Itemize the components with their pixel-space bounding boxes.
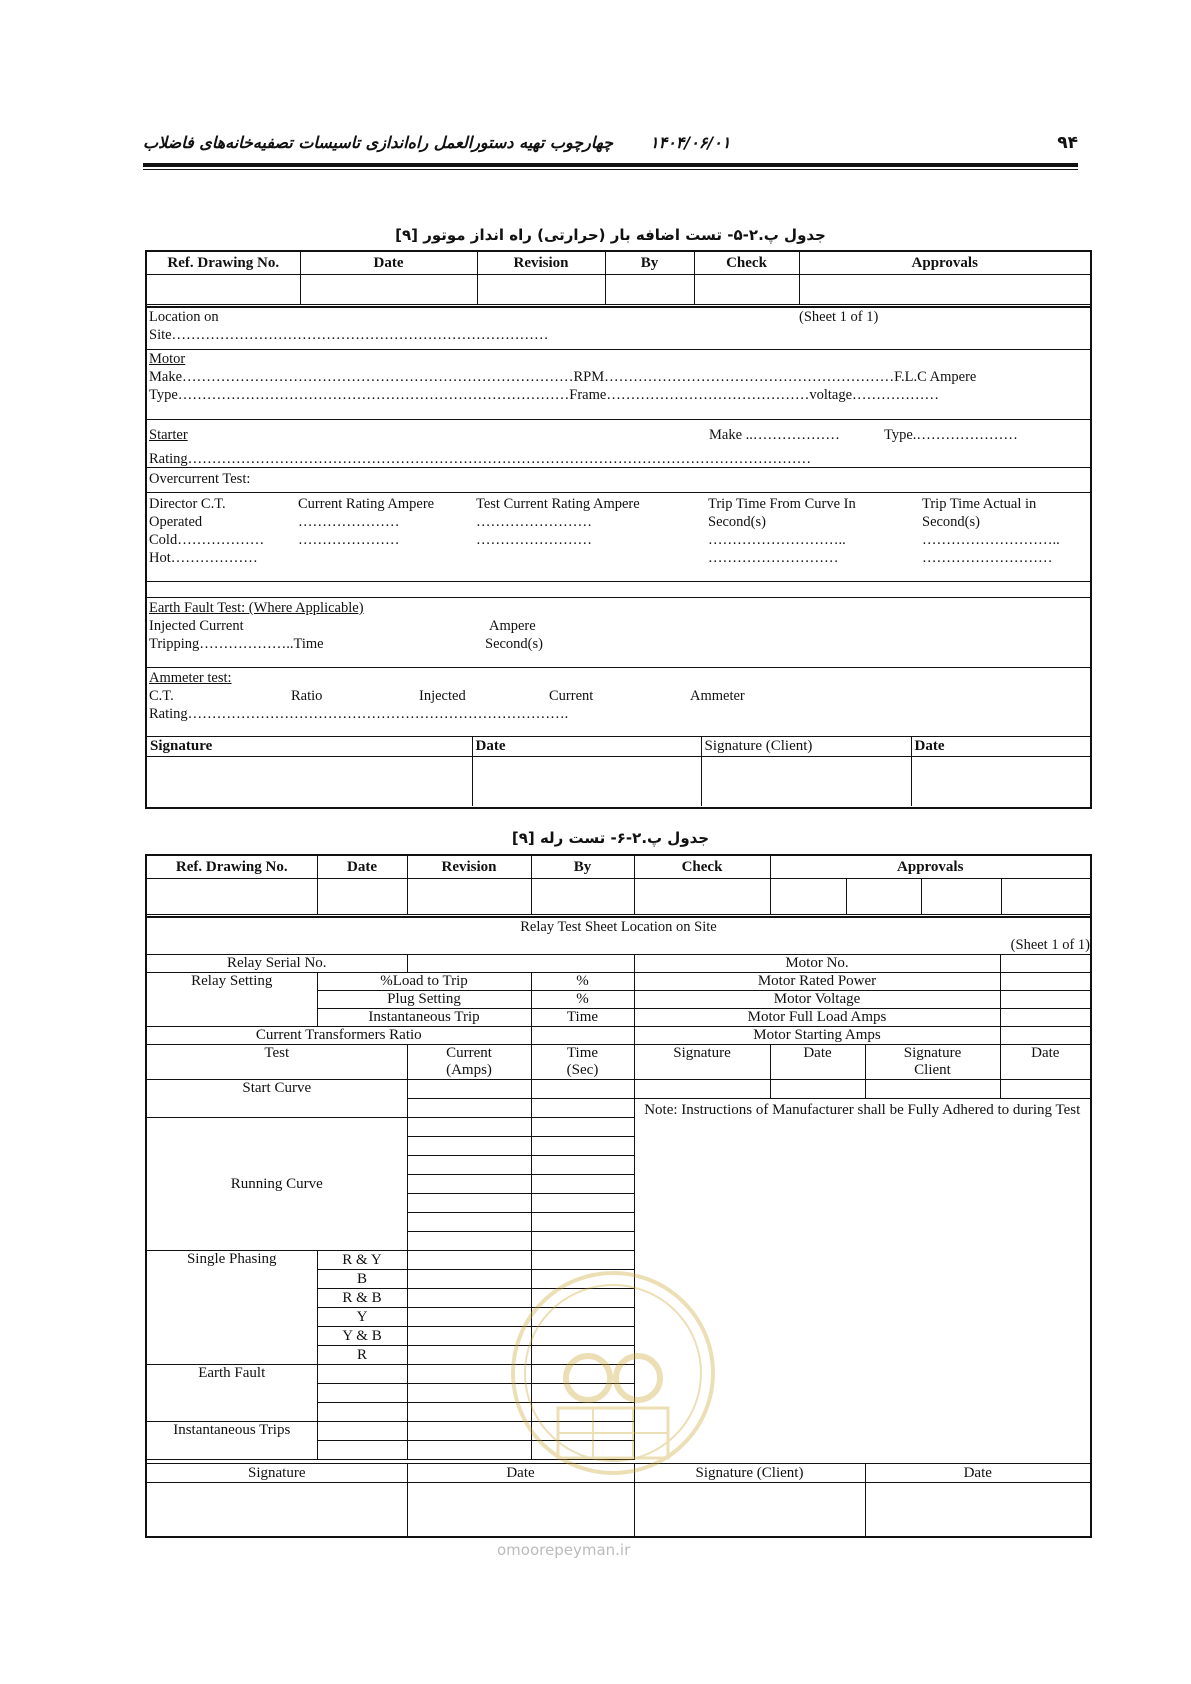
t1-oc-c4-dots1: ………………………..	[708, 532, 846, 548]
t2-col-approvals: Approvals	[770, 856, 1090, 879]
table2-header-table	[147, 856, 1090, 915]
t1-signature-cell[interactable]	[147, 757, 472, 806]
t2-col-date: Date	[317, 856, 407, 879]
t1-starter-section	[147, 419, 1090, 468]
t2-it-a-2[interactable]	[317, 1441, 407, 1460]
t2-motor-starting-value[interactable]	[1000, 1027, 1090, 1045]
t2-motor-rated-power: Motor Rated Power	[634, 973, 1000, 991]
t2-location-section	[147, 916, 1090, 956]
t1-oc-director: Director C.T.	[149, 496, 226, 512]
t2-run-current-7[interactable]	[407, 1232, 531, 1251]
t2-run-current-4[interactable]	[407, 1175, 531, 1194]
t2-run-time-2[interactable]	[531, 1137, 634, 1156]
document-date: ۱۴۰۴/۰۶/۰۱	[650, 133, 731, 152]
table1-caption: جدول پ.۲-۵- تست اضافه بار (حرارتی) راه انداز موتور [۹]	[395, 226, 826, 244]
t2-ef-a-3[interactable]	[317, 1403, 407, 1422]
t1-oc-col5	[922, 495, 1060, 567]
t1-oc-c2-dots2: …………………	[298, 532, 400, 548]
t2-run-time-7[interactable]	[531, 1232, 634, 1251]
t2-current-head	[407, 1045, 531, 1080]
t2-by-cell[interactable]	[531, 879, 634, 915]
t2-setting-inst: Instantaneous Trip	[317, 1009, 531, 1027]
t1-col-by: By	[605, 252, 694, 275]
t2-approval-cell-3[interactable]	[921, 879, 1001, 915]
t2-setting-load-unit: %	[531, 973, 634, 991]
t2-date-head: Date	[770, 1045, 865, 1080]
t2-phase-b: B	[317, 1270, 407, 1289]
watermark-site: omoorepeyman.ir	[497, 1541, 631, 1559]
t2-phase-yb: Y & B	[317, 1327, 407, 1346]
t2-motor-fla-value[interactable]	[1000, 1009, 1090, 1027]
t2-ef-a-2[interactable]	[317, 1384, 407, 1403]
t2-revision-cell[interactable]	[407, 879, 531, 915]
t2-sign-date: Date	[407, 1464, 634, 1483]
t2-sign-signature: Signature	[147, 1464, 407, 1483]
t2-run-current-6[interactable]	[407, 1213, 531, 1232]
t1-earth-tripping: Tripping………………..Time	[149, 636, 324, 652]
t1-oc-c3-dots1: ……………………	[476, 514, 592, 530]
t1-oc-trip-curve: Trip Time From Curve In	[708, 496, 856, 512]
t2-relay-serial-value[interactable]	[407, 955, 634, 973]
t1-sign-client: Signature (Client)	[701, 737, 911, 757]
t1-amm-current: Current	[549, 688, 594, 704]
t2-time-head-label: Time	[566, 1045, 599, 1061]
document-title: چهارچوب تهیه دستورالعمل راه‌اندازی تاسیسات تصفیه‌خانه‌های فاضلاب	[143, 133, 613, 152]
t1-ammeter-section	[147, 667, 1090, 738]
t2-approval-cell-2[interactable]	[846, 879, 921, 915]
t1-motor-title: Motor	[149, 351, 186, 367]
t1-col-ref: Ref. Drawing No.	[147, 252, 300, 275]
t1-oc-col2	[298, 495, 434, 549]
t1-col-check: Check	[694, 252, 799, 275]
t2-setting-load: %Load to Trip	[317, 973, 531, 991]
t2-sig-client-head	[865, 1045, 1000, 1080]
t2-current-head-label: Current	[446, 1045, 492, 1061]
t1-starter-title: Starter	[149, 427, 188, 443]
t2-run-time-6[interactable]	[531, 1213, 634, 1232]
t2-start-time-1[interactable]	[531, 1080, 634, 1099]
t2-motor-voltage-value[interactable]	[1000, 991, 1090, 1009]
t2-sheet-label: (Sheet 1 of 1)	[1010, 937, 1090, 953]
t2-date2-head: Date	[1000, 1045, 1090, 1080]
t2-date-cell[interactable]	[317, 879, 407, 915]
t2-approval-cell-1[interactable]	[770, 879, 846, 915]
t2-run-current-5[interactable]	[407, 1194, 531, 1213]
t1-oc-c4-seconds: Second(s)	[708, 514, 766, 530]
t1-starter-type: Type.…………………	[884, 427, 1018, 443]
t2-ct-ratio: Current Transformers Ratio	[147, 1027, 531, 1045]
t2-start-current-2[interactable]	[407, 1099, 531, 1118]
t1-sign-table	[147, 736, 1090, 806]
t2-signature-cell[interactable]	[147, 1483, 407, 1537]
t2-sig-client-head-label: Signature	[903, 1045, 962, 1061]
t1-sheet-label: (Sheet 1 of 1)	[799, 309, 879, 325]
t2-approval-cell-4[interactable]	[1001, 879, 1090, 915]
t1-starter-make: Make ..………………	[709, 427, 840, 443]
t2-current-head-unit: (Amps)	[446, 1062, 492, 1078]
t1-oc-c2-dots1: …………………	[298, 514, 400, 530]
t1-spacer-row	[147, 581, 1090, 598]
t2-setting-plug: Plug Setting	[317, 991, 531, 1009]
t1-overcurrent-label: Overcurrent Test:	[149, 471, 251, 487]
t1-date-cell[interactable]	[300, 275, 477, 305]
t1-motor-section	[147, 349, 1090, 420]
t1-oc-col3	[476, 495, 640, 549]
t1-col-approvals: Approvals	[799, 252, 1090, 275]
t1-oc-col4	[708, 495, 856, 567]
t1-oc-c5-dots1: ………………………..	[922, 532, 1060, 548]
t1-oc-cold: Cold………………	[149, 532, 265, 548]
t2-col-revision: Revision	[407, 856, 531, 879]
t1-oc-c4-dots2: ………………………	[708, 550, 839, 566]
watermark-seal-icon	[498, 1258, 728, 1508]
t2-ef-a-1[interactable]	[317, 1365, 407, 1384]
t2-time-head	[531, 1045, 634, 1080]
t2-date2-sign-cell[interactable]	[865, 1483, 1090, 1537]
t1-amm-rating: Rating…………………………………………………………………….	[149, 706, 569, 722]
t1-sign-date2: Date	[911, 737, 1090, 757]
t1-col-date: Date	[300, 252, 477, 275]
t2-start-date2[interactable]	[1000, 1080, 1090, 1099]
page-header	[143, 133, 1078, 165]
t1-by-cell[interactable]	[605, 275, 694, 305]
t2-motor-fla: Motor Full Load Amps	[634, 1009, 1000, 1027]
t1-site-dots: Site……………………………………………………………………	[149, 327, 549, 343]
t2-ct-ratio-value[interactable]	[531, 1027, 634, 1045]
page-number: ۹۴	[1057, 133, 1078, 153]
t2-setting-plug-unit: %	[531, 991, 634, 1009]
t1-oc-operated: Operated	[149, 514, 203, 530]
t2-motor-voltage: Motor Voltage	[634, 991, 1000, 1009]
t1-sign-signature: Signature	[147, 737, 472, 757]
t2-location-label: Relay Test Sheet Location on Site	[520, 919, 717, 935]
t2-motor-no-value[interactable]	[1000, 955, 1090, 973]
t1-oc-test-current: Test Current Rating Ampere	[476, 496, 640, 512]
t2-earth-fault: Earth Fault	[147, 1365, 317, 1422]
t2-signature-head: Signature	[634, 1045, 770, 1080]
t1-oc-c5-dots2: ………………………	[922, 550, 1053, 566]
t2-single-phasing: Single Phasing	[147, 1251, 317, 1365]
t1-ref-cell[interactable]	[147, 275, 300, 305]
t1-oc-col1	[149, 495, 264, 567]
t1-earth-title: Earth Fault Test: (Where Applicable)	[149, 600, 364, 616]
t1-ammeter-title: Ammeter test:	[149, 670, 232, 686]
t2-start-current-1[interactable]	[407, 1080, 531, 1099]
table1-header-table	[147, 252, 1090, 305]
t2-note-text: Note: Instructions of Manufacturer shall be Fully Adhered to during Test	[644, 1102, 1081, 1118]
table2-caption: جدول پ.۲-۶- تست رله [۹]	[511, 829, 710, 847]
t1-amm-ammeter: Ammeter	[690, 688, 745, 704]
t1-oc-trip-actual: Trip Time Actual in	[922, 496, 1037, 512]
t1-col-revision: Revision	[477, 252, 605, 275]
t2-run-current-2[interactable]	[407, 1137, 531, 1156]
t2-run-time-3[interactable]	[531, 1156, 634, 1175]
t2-sig-client-head-sub: Client	[914, 1062, 951, 1078]
t2-col-by: By	[531, 856, 634, 879]
t2-check-cell[interactable]	[634, 879, 770, 915]
t2-start-client[interactable]	[865, 1080, 1000, 1099]
t1-earth-injected: Injected Current	[149, 618, 244, 634]
t2-phase-ry: R & Y	[317, 1251, 407, 1270]
t2-time-head-unit: (Sec)	[566, 1062, 599, 1078]
t1-overcurrent-grid	[147, 492, 1090, 581]
t1-date2-sign-cell[interactable]	[911, 757, 1090, 806]
t1-oc-c3-dots2: ……………………	[476, 532, 592, 548]
t1-sign-date: Date	[472, 737, 701, 757]
t2-phase-r: R	[317, 1346, 407, 1365]
t2-relay-serial: Relay Serial No.	[147, 955, 407, 973]
t1-check-cell[interactable]	[694, 275, 799, 305]
t1-earth-section	[147, 597, 1090, 668]
t1-motor-type-line: Type………………………………………………………………………Frame……………………………………voltage………………	[149, 387, 940, 403]
t2-relay-setting: Relay Setting	[147, 973, 317, 1027]
t2-phase-rb: R & B	[317, 1289, 407, 1308]
t2-col-check: Check	[634, 856, 770, 879]
t2-running-curve: Running Curve	[147, 1118, 407, 1251]
t2-run-current-1[interactable]	[407, 1118, 531, 1137]
t2-setting-inst-unit: Time	[531, 1009, 634, 1027]
t1-earth-ampere: Ampere	[489, 618, 536, 634]
t1-motor-make-line: Make………………………………………………………………………RPM……………………………………………………F.L.C Ampere	[149, 369, 977, 385]
t2-sign-client: Signature (Client)	[634, 1464, 865, 1483]
t2-start-sig[interactable]	[634, 1080, 770, 1099]
t1-oc-current-rating: Current Rating Ampere	[298, 496, 435, 512]
t1-amm-ratio: Ratio	[291, 688, 323, 704]
t2-start-date[interactable]	[770, 1080, 865, 1099]
t2-run-time-4[interactable]	[531, 1175, 634, 1194]
t1-oc-hot: Hot………………	[149, 550, 258, 566]
t2-start-time-2[interactable]	[531, 1099, 634, 1118]
t1-date-sign-cell[interactable]	[472, 757, 701, 806]
t1-oc-c5-seconds: Second(s)	[922, 514, 980, 530]
t2-phase-y: Y	[317, 1308, 407, 1327]
t1-revision-cell[interactable]	[477, 275, 605, 305]
t1-starter-rating: Rating…………………………………………………………………………………………………………………	[149, 451, 812, 467]
t1-approvals-cell[interactable]	[799, 275, 1090, 305]
t2-motor-rated-power-value[interactable]	[1000, 973, 1090, 991]
t2-motor-no: Motor No.	[634, 955, 1000, 973]
t2-run-current-3[interactable]	[407, 1156, 531, 1175]
t2-col-ref: Ref. Drawing No.	[147, 856, 317, 879]
t1-amm-ct: C.T.	[149, 688, 174, 704]
t1-overcurrent-section	[147, 467, 1090, 492]
t2-ref-cell[interactable]	[147, 879, 317, 915]
t2-run-time-5[interactable]	[531, 1194, 634, 1213]
t2-sign-date2: Date	[865, 1464, 1090, 1483]
t2-it-a-1[interactable]	[317, 1422, 407, 1441]
t1-earth-seconds: Second(s)	[485, 636, 543, 652]
t2-test-head: Test	[147, 1045, 407, 1080]
t2-inst-trips: Instantaneous Trips	[147, 1422, 317, 1460]
t1-client-sign-cell[interactable]	[701, 757, 911, 806]
table1-form	[145, 250, 1092, 809]
t1-location-label: Location on	[149, 309, 219, 325]
t2-run-time-1[interactable]	[531, 1118, 634, 1137]
header-rule-thin	[143, 169, 1078, 170]
t2-motor-starting: Motor Starting Amps	[634, 1027, 1000, 1045]
header-rule-thick	[143, 163, 1078, 167]
t2-start-curve: Start Curve	[147, 1080, 407, 1118]
t1-amm-injected: Injected	[419, 688, 466, 704]
t1-location-section	[147, 306, 1090, 350]
